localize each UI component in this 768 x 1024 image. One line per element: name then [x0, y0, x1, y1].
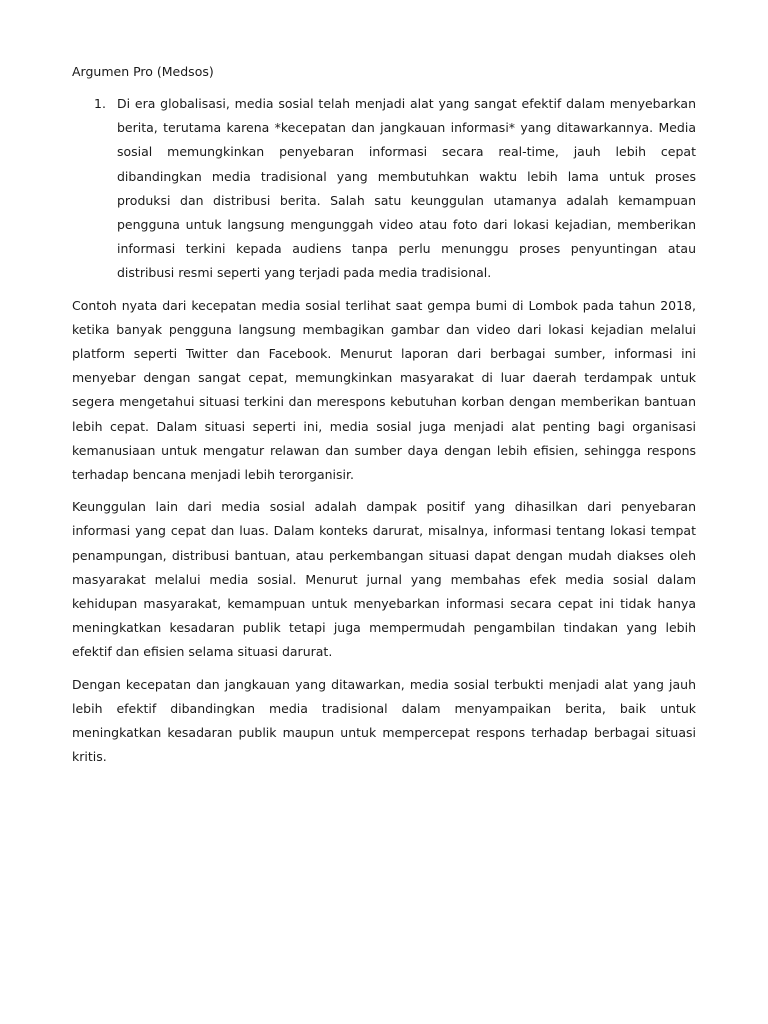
document-title: Argumen Pro (Medsos) [72, 64, 214, 79]
list-item [72, 92, 696, 286]
numbered-list [72, 92, 696, 286]
paragraph-conclusion: Dengan kecepatan dan jangkauan yang ditawarkan, media sosial terbukti menjadi alat yang jauh lebih efektif dibandingkan media tradisional dalam menyampaikan berita, baik untuk meningkatkan kesadaran publik maupun untuk mempercepat respons terhadap berbagai situasi kritis. [72, 676, 696, 765]
document-page [72, 60, 696, 777]
paragraph-lombok-example: Contoh nyata dari kecepatan media sosial terlihat saat gempa bumi di Lombok pada tahun 2018, ketika banyak pengguna langsung membagikan gambar dan video dari lokasi kejadian melalui platform seperti Twitter dan Facebook. Menurut laporan dari berbagai sumber, informasi ini menyebar dengan sangat cepat, memungkinkan masyarakat di luar daerah terdampak untuk segera mengetahui situasi terkini dan merespons kebutuhan korban dengan memberikan bantuan lebih cepat. Dalam situasi seperti ini, media sosial juga menjadi alat penting bagi organisasi kemanusiaan untuk mengatur relawan dan sumber daya dengan lebih efisien, sehingga respons terhadap bencana menjadi lebih terorganisir. [72, 297, 696, 483]
list-item-number: 1. [94, 96, 106, 111]
paragraph-positive-impact: Keunggulan lain dari media sosial adalah dampak positif yang dihasilkan dari penyebaran informasi yang cepat dan luas. Dalam konteks darurat, misalnya, informasi tentang lokasi tempat penampungan, distribusi bantuan, atau perkembangan situasi dapat dengan mudah diakses oleh masyarakat melalui media sosial. Menurut jurnal yang membahas efek media sosial dalam kehidupan masyarakat, kemampuan untuk menyebarkan informasi secara cepat ini tidak hanya meningkatkan kesadaran publik tetapi juga mempermudah pengambilan tindakan yang lebih efektif dan efisien selama situasi darurat. [72, 499, 696, 660]
list-item-text: Di era globalisasi, media sosial telah menjadi alat yang sangat efektif dalam menyebarkan berita, terutama karena *kecepatan dan jangkauan informasi* yang ditawarkannya. Media sosial memungkinkan penyebaran informasi secara real-time, jauh lebih cepat dibandingkan media tradisional yang membutuhkan waktu lebih lama untuk proses produksi dan distribusi berita. Salah satu keunggulan utamanya adalah kemampuan pengguna untuk langsung mengunggah video atau foto dari lokasi kejadian, memberikan informasi terkini kepada audiens tanpa perlu menunggu proses penyuntingan atau distribusi resmi seperti yang terjadi pada media tradisional. [117, 96, 696, 281]
